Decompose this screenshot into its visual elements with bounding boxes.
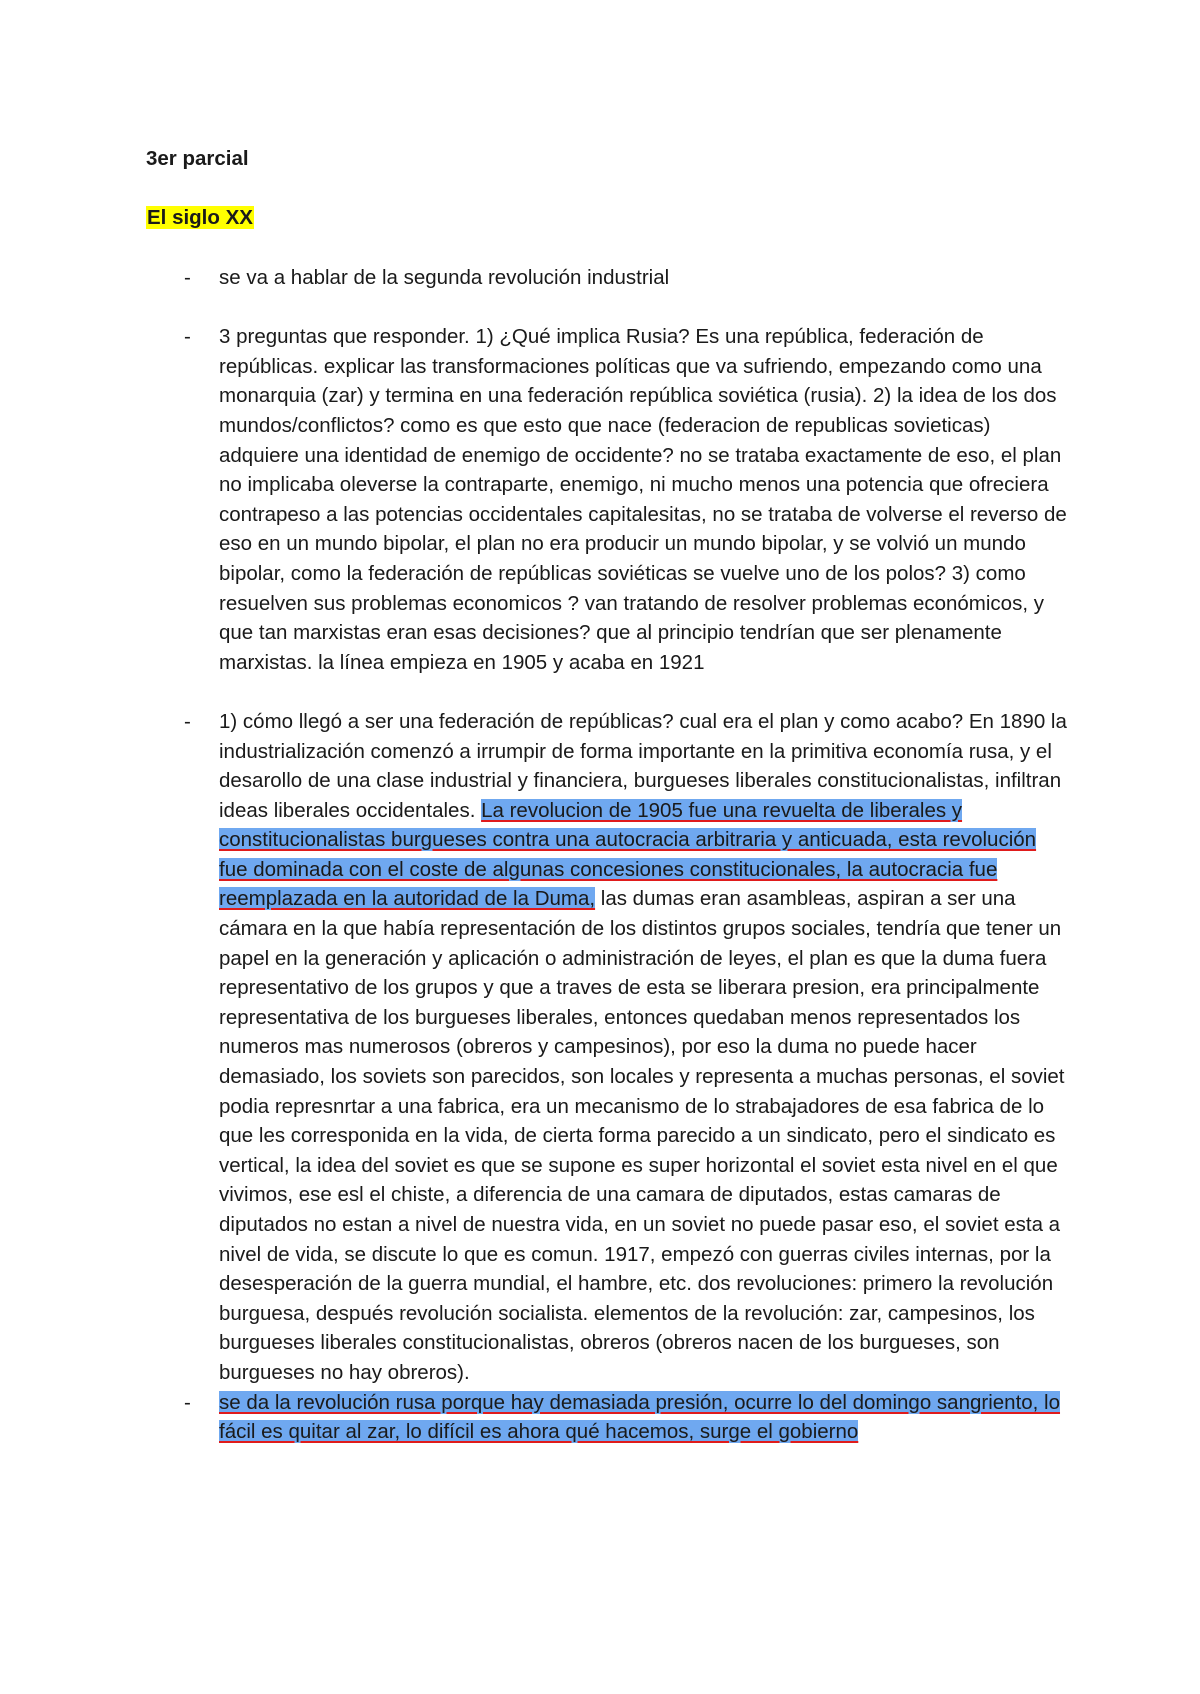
bullet-text: se va a hablar de la segunda revolución industrial: [219, 266, 670, 289]
list-item: [146, 1388, 1070, 1447]
bullet-dash: -: [184, 266, 191, 289]
list-item: [146, 263, 1070, 293]
section-heading: [146, 203, 254, 233]
bullet-text: [219, 710, 1067, 1384]
document-title: 3er parcial: [146, 147, 249, 170]
section-heading-text: El siglo XX: [147, 206, 253, 229]
list-item: [146, 322, 1070, 677]
bullet-dash: -: [184, 709, 191, 733]
bullet-dash: -: [184, 325, 191, 349]
bullet-text-plain: 1) cómo llegó a ser una federación de repúblicas? cual era el plan y como acabo? En 1890 la industrialización comenzó a irrumpir de forma importante en la primitiva economía rusa, y el desarollo de una clase industrial y financiera, burgueses liberales constitucionalistas, infiltran ideas liberales occidentales.: [219, 709, 1067, 822]
highlighted-text: se da la revolución rusa porque hay demasiada presión, ocurre lo del domingo sangriento, lo fácil es quitar al zar, lo difícil es ahora qué hacemos, surge el gobierno: [219, 1390, 1061, 1444]
highlighted-text: La revolucion de 1905 fue una revuelta de liberales y constitucionalistas burgueses contra una autocracia arbitraria y anticuada, esta revolución fue dominada con el coste de algunas concesiones constitucionales, la autocracia fue reemplazada en la autoridad de la Duma,: [219, 798, 1037, 911]
bullet-text-plain: las dumas eran asambleas, aspiran a ser una cámara en la que había representación de los distintos grupos sociales, tendría que tener un papel en la generación y aplicación o administración de leyes, el plan es que la duma fuera representativo de los grupos y que a traves de esta se liberara presion, era principalmente representativa de los burgueses liberales, entonces quedaban menos representados los numeros mas numerosos (obreros y campesinos), por eso la duma no puede hacer demasiado, los soviets son parecidos, son locales y representa a muchas personas, el soviet podia represnrtar a una fabrica, era un mecanismo de lo strabajadores de esa fabrica de lo que les corresponida en la vida, de cierta forma parecido a un sindicato, pero el sindicato es vertical, la idea del soviet es que se supone es super horizontal el soviet esta nivel en el que vivimos, ese esl el chiste, a diferencia de una camara de diputados, estas camaras de diputados no estan a nivel de nuestra vida, en un soviet no puede pasar eso, el soviet esta a nivel de vida, se discute lo que es comun. 1917, empezó con guerras civiles internas, por la desesperación de la guerra mundial, el hambre, etc. dos revoluciones: primero la revolución burguesa, después revolución socialista. elementos de la revolución: zar, campesinos, los burgueses liberales constitucionalistas, obreros (obreros nacen de los burgueses, son burgueses no hay obreros).: [219, 887, 1065, 1384]
bullet-text: 3 preguntas que responder. 1) ¿Qué implica Rusia? Es una república, federación de repúblicas. explicar las transformaciones políticas que va sufriendo, empezando como una monarquia (zar) y termina en una federación república soviética (rusia). 2) la idea de los dos mundos/conflictos? como es que esto que nace (federacion de republicas sovieticas) adquiere una identidad de enemigo de occidente? no se trataba exactamente de eso, el plan no implicaba oleverse la contraparte, enemigo, ni mucho menos una potencia que ofreciera contrapeso a las potencias occidentales capitalesitas, no se trataba de volverse el reverso de eso en un mundo bipolar, el plan no era producir un mundo bipolar, y se volvió un mundo bipolar, como la federación de repúblicas soviéticas se vuelve uno de los polos? 3) como resuelven sus problemas economicos ? van tratando de resolver problemas económicos, y que tan marxistas eran esas decisiones? que al principio tendrían que ser plenamente marxistas. la línea empieza en 1905 y acaba en 1921: [219, 325, 1067, 674]
bullet-dash: -: [184, 1390, 191, 1414]
bullet-list: [146, 263, 1070, 1447]
list-item: [146, 707, 1070, 1388]
